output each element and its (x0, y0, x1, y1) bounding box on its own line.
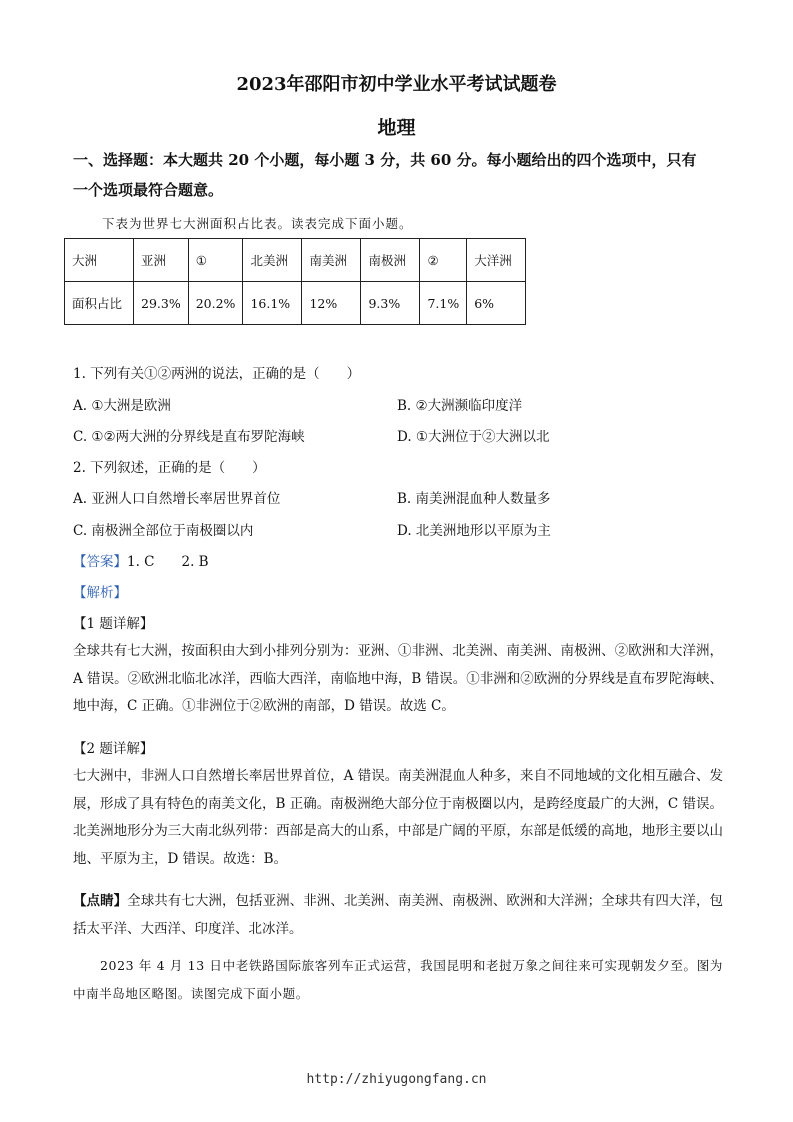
answer-line (73, 550, 209, 570)
table-cell: 9.3% (361, 282, 420, 325)
table-cell: ② (420, 239, 467, 282)
table-cell: 29.3% (134, 282, 189, 325)
answer-label: 【答案】 (73, 554, 127, 570)
table-cell: ① (188, 239, 243, 282)
table-cell: 6% (467, 282, 526, 325)
next-question-intro: 2023 年 4 月 13 日中老铁路国际旅客列车正式运营，我国昆明和老挝万象之间往来可实现朝发夕至。图为中南半岛地区略图。读图完成下面小题。 (73, 958, 723, 1001)
question-2-option-b: B. 南美洲混血种人数量多 (397, 491, 551, 507)
continent-area-table (64, 238, 526, 325)
table-cell: 南极洲 (361, 239, 420, 282)
question-2-option-c: C. 南极洲全部位于南极圈以内 (73, 523, 254, 539)
table-cell: 南美洲 (302, 239, 361, 282)
table-cell: 北美洲 (243, 239, 302, 282)
section-heading-line1: 一、选择题：本大题共 20 个小题，每小题 3 分，共 60 分。每小题给出的四个选项中，只有 (73, 151, 697, 169)
answer-text: 1. C 2. B (127, 554, 209, 570)
question-1-stem: 1. 下列有关①②两洲的说法，正确的是（ ） (73, 366, 361, 382)
detail-1-label: 【1 题详解】 (73, 616, 154, 632)
table-cell: 大洲 (65, 239, 134, 282)
tip-label: 【点睛】 (73, 893, 128, 909)
question-2-option-a: A. 亚洲人口自然增长率居世界首位 (73, 491, 281, 507)
table-cell: 面积占比 (65, 282, 134, 325)
table-row (65, 282, 526, 325)
question-1-option-d: D. ①大洲位于②大洲以北 (397, 429, 550, 445)
detail-2-label: 【2 题详解】 (73, 741, 154, 757)
table-cell: 20.2% (188, 282, 243, 325)
exam-title: 2023年邵阳市初中学业水平考试试题卷 (236, 74, 557, 95)
table-row (65, 239, 526, 282)
tip-paragraph (73, 888, 723, 943)
question-1-option-c: C. ①②两大洲的分界线是直布罗陀海峡 (73, 429, 305, 445)
question-2-stem: 2. 下列叙述，正确的是（ ） (73, 460, 266, 476)
section-heading-line2: 一个选项最符合题意。 (73, 181, 224, 199)
question-1-option-b: B. ②大洲濒临印度洋 (397, 398, 523, 414)
subject-title: 地理 (377, 117, 416, 139)
table-cell: 7.1% (420, 282, 467, 325)
footer-url: http://zhiyugongfang.cn (306, 1072, 487, 1087)
table-cell: 亚洲 (134, 239, 189, 282)
detail-2-text: 七大洲中，非洲人口自然增长率居世界首位，A 错误。南美洲混血人种多，来自不同地域的文化相互融合、发展，形成了具有特色的南美文化，B 正确。南极洲绝大部分位于南极圈以内，是跨经度最广的大洲，C 错误。北美洲地形分为三大南北纵列带：西部是高大的山系，中部是广阔的平原，东部是低缓的高地，地形主要以山地、平原为主，D 错误。故选：B。 (73, 768, 723, 867)
table-cell: 16.1% (243, 282, 302, 325)
table-intro: 下表为世界七大洲面积占比表。读表完成下面小题。 (102, 216, 413, 231)
analysis-label: 【解析】 (73, 585, 127, 601)
question-2-option-d: D. 北美洲地形以平原为主 (397, 523, 551, 539)
table-cell: 12% (302, 282, 361, 325)
tip-text: 全球共有七大洲，包括亚洲、非洲、北美洲、南美洲、南极洲、欧洲和大洋洲；全球共有四大洋，包括太平洋、大西洋、印度洋、北冰洋。 (73, 893, 724, 937)
question-1-option-a: A. ①大洲是欧洲 (73, 398, 171, 414)
detail-1-text: 全球共有七大洲，按面积由大到小排列分别为：亚洲、①非洲、北美洲、南美洲、南极洲、②欧洲和大洋洲，A 错误。②欧洲北临北冰洋，西临大西洋，南临地中海，B 错误。①非洲和②欧洲的分界线是直布罗陀海峡、地中海，C 正确。①非洲位于②欧洲的南部，D 错误。故选 C。 (73, 643, 723, 714)
table-cell: 大洋洲 (467, 239, 526, 282)
